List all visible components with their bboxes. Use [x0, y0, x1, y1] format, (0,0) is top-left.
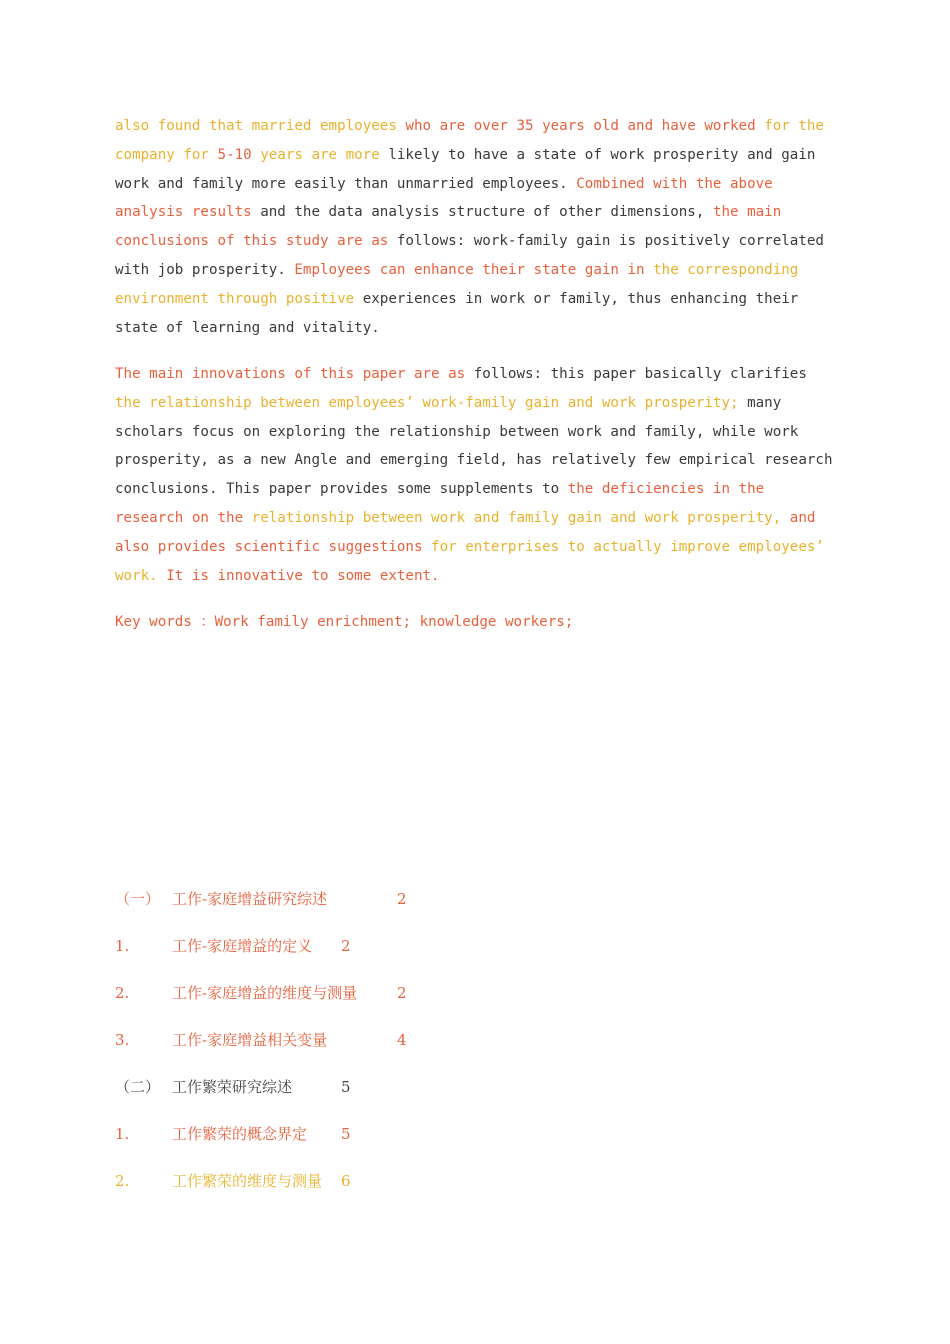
text-segment: also found that married employees	[115, 118, 406, 134]
toc-entry-title: 工作-家庭增益相关变量	[172, 1031, 328, 1049]
toc-entry-page: 2	[341, 937, 351, 955]
text-segment: years are more	[260, 146, 389, 163]
toc-entry-number: 1.	[115, 1125, 130, 1143]
text-segment: the main conclusions of this study are as	[115, 204, 782, 250]
toc-entry-number: 3.	[115, 1031, 130, 1049]
text-segment: The main innovations of this paper are as	[115, 366, 474, 382]
text-segment: follows: work-family gain is positively correlated with job prosperity.	[115, 233, 824, 278]
toc-entry-page: 2	[397, 890, 407, 908]
toc-entry-page: 4	[397, 1031, 407, 1049]
text-segment: and the data analysis structure of other dimensions,	[260, 204, 713, 221]
keywords-text: Key words ：Work family enrichment; knowledge workers;	[115, 614, 574, 630]
text-segment: the corresponding environment through positive	[115, 261, 799, 307]
text-segment: who are over 35 years old and have worked	[405, 118, 765, 134]
toc-entry-title: 工作繁荣研究综述	[172, 1078, 293, 1096]
toc-entry-title: 工作繁荣的维度与测量	[172, 1172, 323, 1190]
text-segment: 5-10	[217, 146, 261, 163]
toc-entry-page: 2	[397, 984, 407, 1002]
toc-entry-page: 5	[341, 1078, 351, 1096]
toc-entry-title: 工作-家庭增益的维度与测量	[172, 984, 358, 1002]
toc-entry-number: （一）	[115, 890, 161, 908]
toc-entry-title: 工作-家庭增益的定义	[172, 937, 313, 955]
toc-entry-number: 1.	[115, 937, 130, 955]
text-segment: and also provides scientific suggestions	[115, 509, 816, 555]
toc-entry-title: 工作-家庭增益研究综述	[172, 890, 328, 908]
toc-entry-page: 5	[341, 1125, 351, 1143]
text-segment: likely to have a state of work prosperity and gain work and family more easily than unmarried employees.	[115, 146, 816, 192]
toc-entry-number: 2.	[115, 984, 130, 1002]
text-segment: for enterprises to actually improve employees’ work.	[115, 538, 824, 584]
text-segment: the deficiencies in the research on the	[115, 481, 765, 526]
text-segment: experiences in work or family, thus enhancing their state of learning and vitality.	[115, 290, 799, 336]
text-segment: relationship between work and family gain and work prosperity,	[251, 509, 790, 526]
toc-entry-title: 工作繁荣的概念界定	[172, 1125, 308, 1143]
text-segment: for the company for	[115, 118, 824, 163]
text-segment: It is innovative to some extent.	[166, 567, 440, 584]
text-segment: the relationship between employees’ work-family gain and work prosperity;	[115, 394, 748, 411]
toc-entry-number: 2.	[115, 1172, 130, 1190]
text-segment: many scholars focus on exploring the relationship between work and family, while work prosperity, as a new Angle and emerging field, has relatively few empirical research conclusions. This paper provides some supplements to	[115, 394, 833, 498]
toc-entry-page: 6	[341, 1172, 351, 1190]
text-segment: Employees can enhance their state gain in	[294, 261, 654, 278]
text-segment: follows: this paper basically clarifies	[473, 366, 807, 382]
text-segment: Combined with the above analysis results	[115, 175, 773, 221]
toc-entry-number: （二）	[115, 1078, 161, 1096]
